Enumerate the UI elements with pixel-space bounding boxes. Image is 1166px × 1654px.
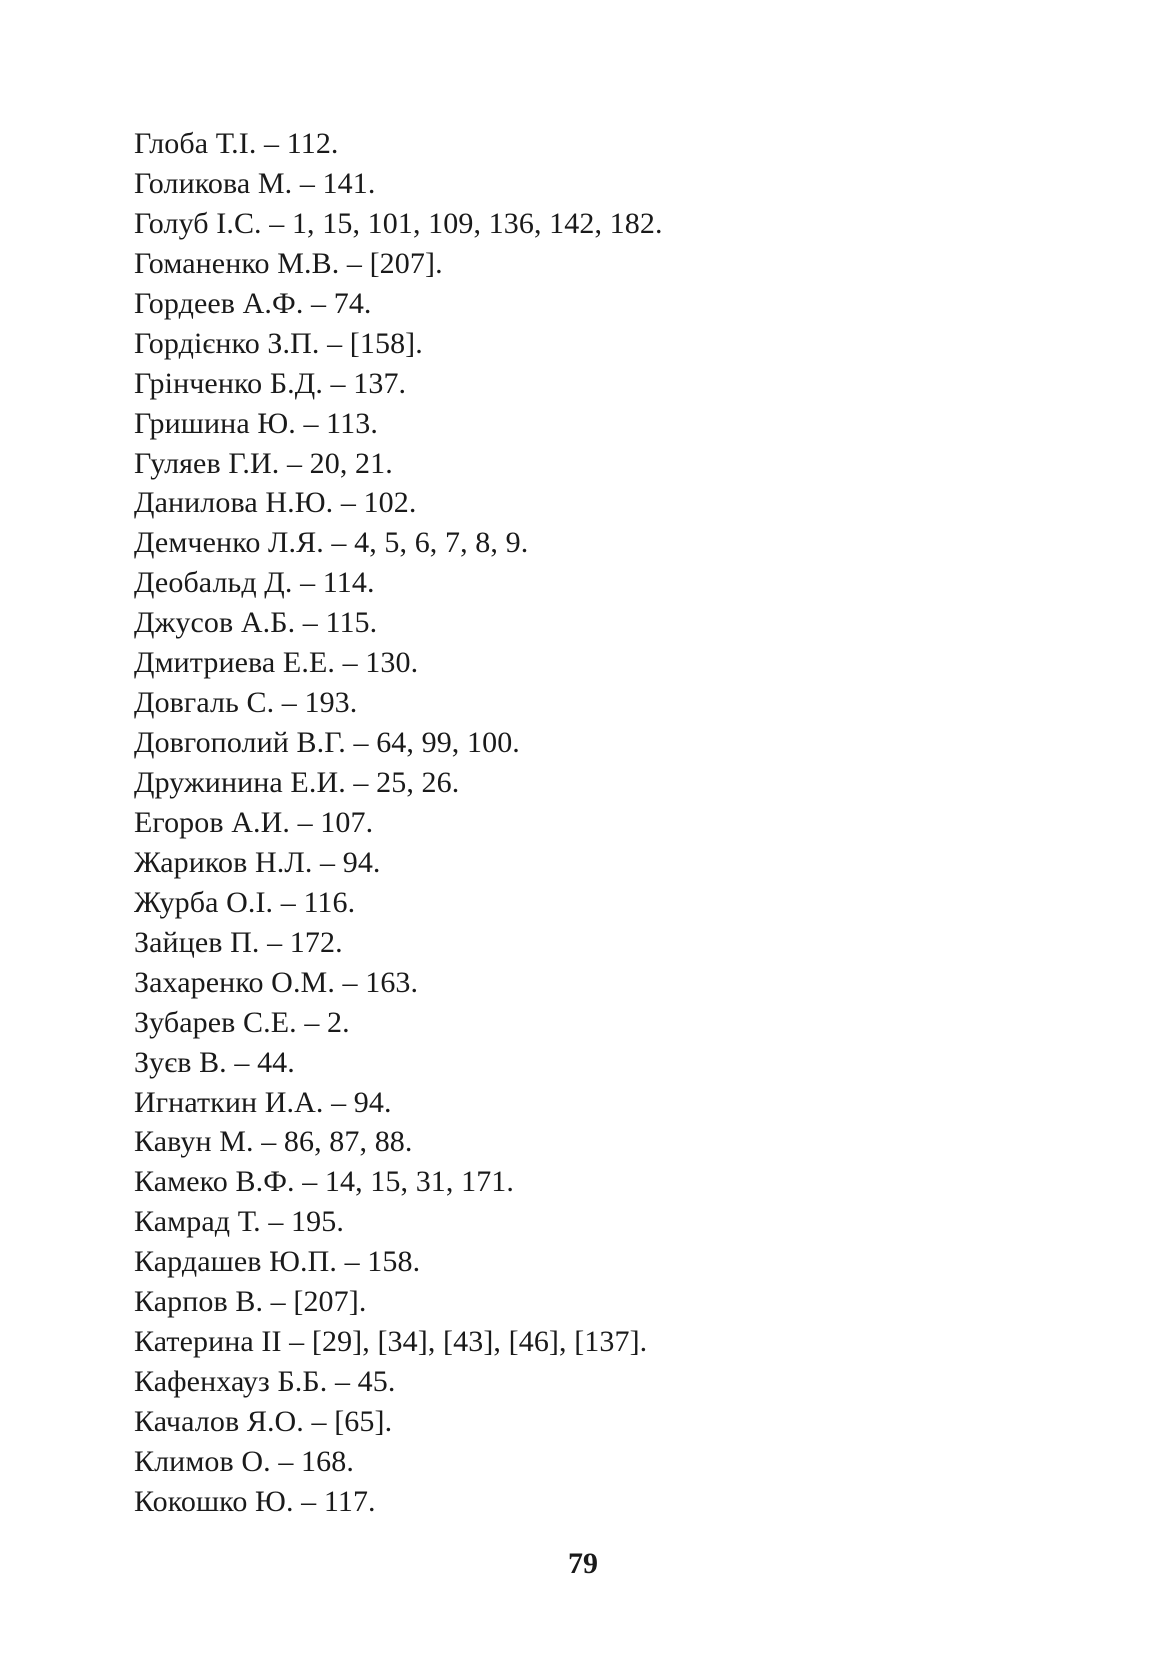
index-entry: Камеко В.Ф. – 14, 15, 31, 171. [134, 1165, 514, 1199]
index-entry: Жариков Н.Л. – 94. [134, 845, 381, 879]
index-entry: Гоманенко М.В. – [207]. [134, 246, 443, 280]
index-entry: Климов О. – 168. [134, 1444, 354, 1478]
index-entry: Кавун М. – 86, 87, 88. [134, 1125, 413, 1159]
index-entry: Камрад Т. – 195. [134, 1205, 344, 1239]
index-entry: Журба О.І. – 116. [134, 885, 356, 919]
page-number: 79 [568, 1547, 598, 1580]
index-entry: Джусов А.Б. – 115. [134, 606, 378, 640]
index-entry: Качалов Я.О. – [65]. [134, 1405, 393, 1438]
index-entry: Гришина Ю. – 113. [134, 406, 378, 440]
index-entry: Игнаткин И.А. – 94. [134, 1085, 392, 1119]
index-entry: Зубарев С.Е. – 2. [134, 1005, 350, 1039]
index-entry: Гордієнко З.П. – [158]. [134, 326, 423, 360]
index-entry: Гуляев Г.И. – 20, 21. [134, 446, 393, 480]
index-entry: Дмитриева Е.Е. – 130. [134, 646, 419, 680]
index-entry: Демченко Л.Я. – 4, 5, 6, 7, 8, 9. [134, 526, 529, 560]
index-entry: Катерина ІІ – [29], [34], [43], [46], [137]. [134, 1325, 648, 1359]
index-entry: Голуб І.С. – 1, 15, 101, 109, 136, 142, 182. [134, 206, 663, 240]
index-entry: Дружинина Е.И. – 25, 26. [134, 766, 460, 799]
index-entry: Захаренко О.М. – 163. [134, 965, 419, 999]
index-entry: Грінченко Б.Д. – 137. [134, 366, 407, 400]
index-entry: Довгаль С. – 193. [134, 686, 358, 720]
index-entry: Данилова Н.Ю. – 102. [134, 486, 417, 520]
index-entry: Деобальд Д. – 114. [134, 566, 375, 600]
index-entry: Кардашев Ю.П. – 158. [134, 1245, 421, 1279]
index-entry: Егоров А.И. – 107. [134, 805, 374, 839]
index-entry: Кафенхауз Б.Б. – 45. [134, 1365, 396, 1399]
index-entry: Довгополий В.Г. – 64, 99, 100. [134, 726, 520, 760]
name-index-list [134, 124, 663, 1522]
index-entry: Зайцев П. – 172. [134, 925, 343, 959]
index-entry: Карпов В. – [207]. [134, 1285, 367, 1319]
index-entry: Голикова М. – 141. [134, 166, 376, 200]
index-entry: Зуєв В. – 44. [134, 1045, 295, 1079]
index-entry: Глоба Т.І. – 112. [134, 127, 339, 160]
index-entry: Кокошко Ю. – 117. [134, 1484, 376, 1518]
index-entry: Гордеев А.Ф. – 74. [134, 286, 372, 320]
